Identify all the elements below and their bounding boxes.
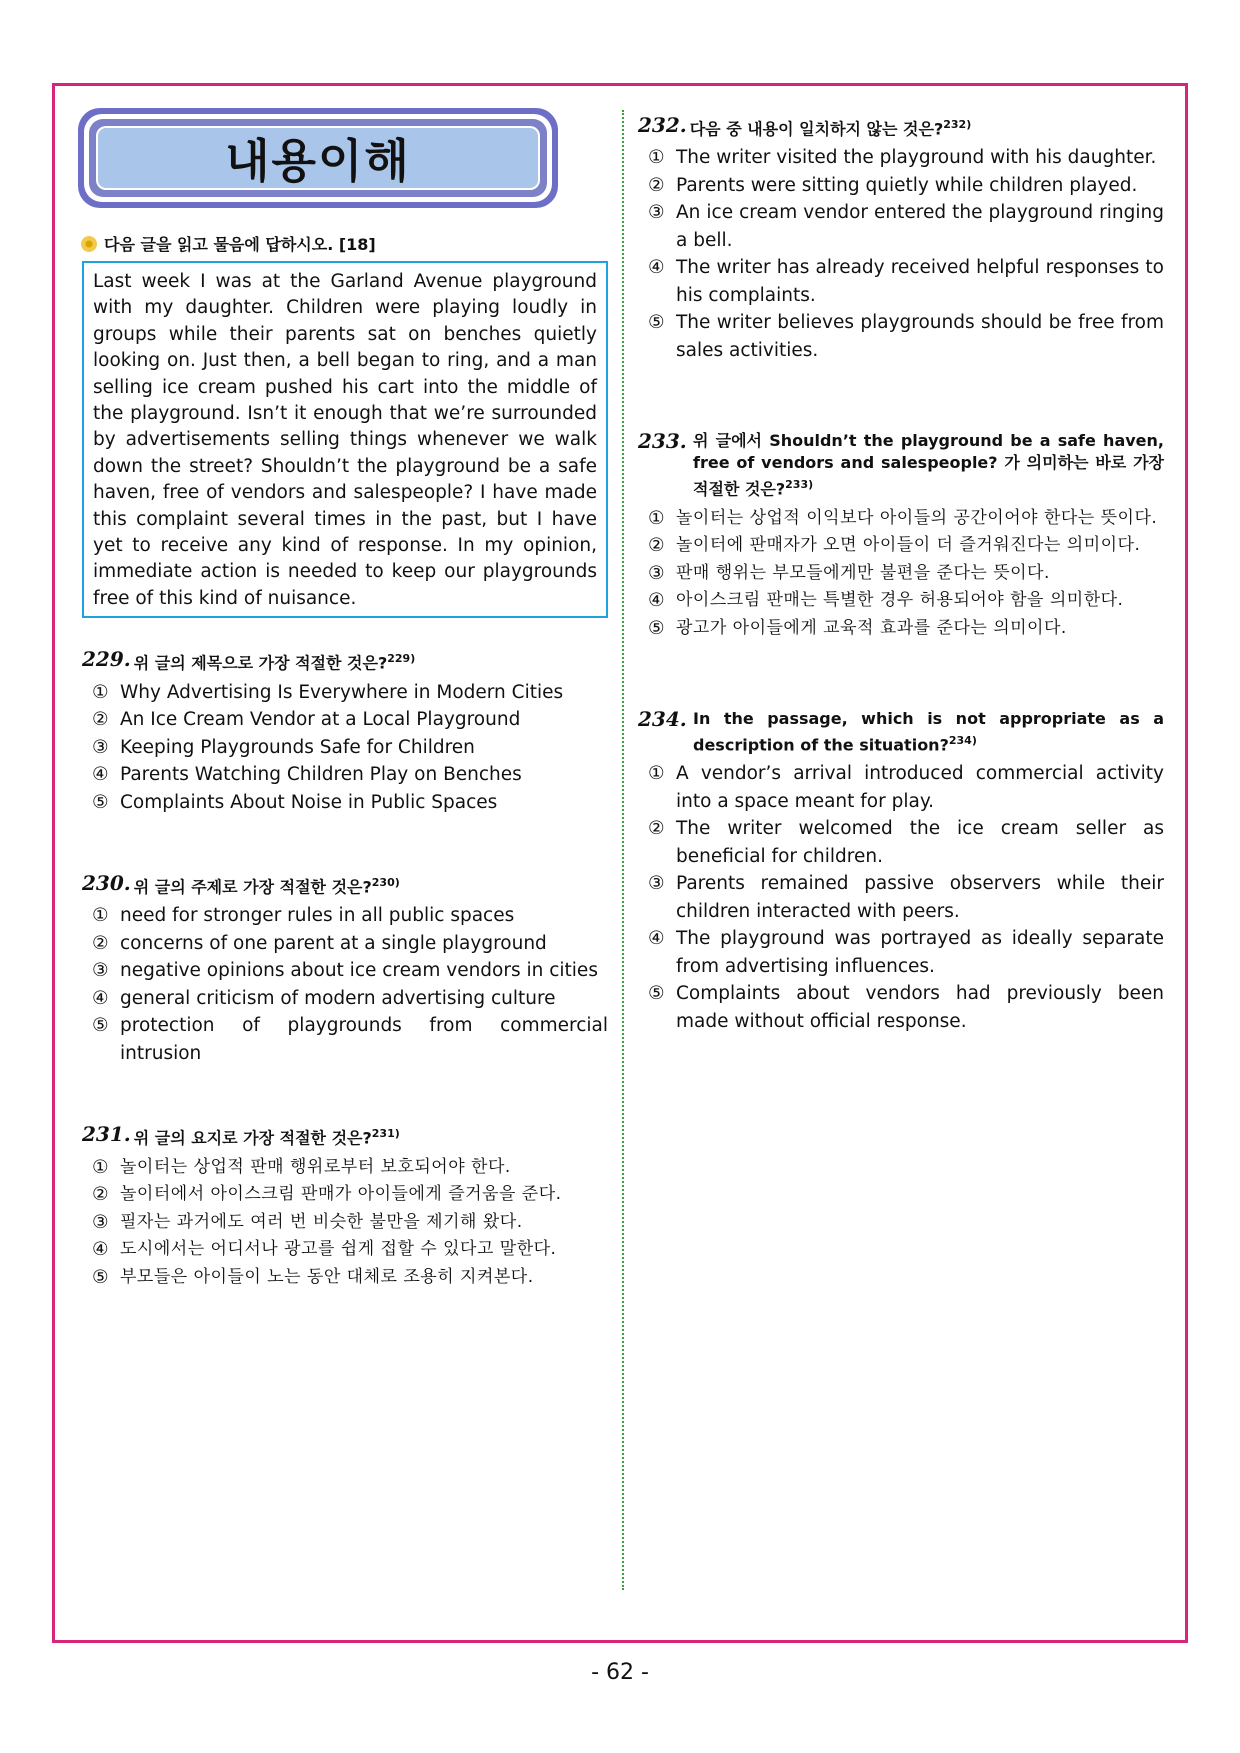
answer-option[interactable]: ① 놀이터는 상업적 판매 행위로부터 보호되어야 한다. — [92, 1156, 511, 1178]
question-number: 229. — [82, 647, 131, 672]
section-title-banner — [78, 108, 558, 208]
question-prompt: 위 글의 주제로 가장 적절한 것은? — [133, 877, 372, 897]
answer-option[interactable]: ③ An ice cream vendor entered the playground ringing a bell. — [648, 202, 1164, 251]
question-prompt: 위 글에서 Shouldn’t the playground be a safe haven, free of vendors and salespeople? 가 의미하는 바로 가장 적절한 것은? — [693, 431, 1164, 499]
answer-option[interactable]: ① 놀이터는 상업적 이익보다 아이들의 공간이어야 한다는 뜻이다. — [648, 507, 1158, 529]
answer-option[interactable]: ④ Parents Watching Children Play on Benches — [92, 764, 522, 786]
answer-option[interactable]: ④ 아이스크림 판매는 특별한 경우 허용되어야 함을 의미한다. — [648, 590, 1124, 612]
answer-option[interactable]: ① Why Advertising Is Everywhere in Modern Cities — [92, 681, 564, 703]
question-233 — [638, 430, 1164, 642]
answer-option[interactable]: ⑤ 광고가 아이들에게 교육적 효과를 준다는 의미이다. — [648, 617, 1067, 639]
footnote-ref: 234) — [948, 734, 977, 748]
right-column — [638, 114, 1164, 1035]
answer-option[interactable]: ⑤ 부모들은 아이들이 노는 동안 대체로 조용히 지켜본다. — [92, 1266, 534, 1288]
instruction-text: 다음 글을 읽고 물음에 답하시오. [18] — [104, 235, 376, 254]
question-prompt: 다음 중 내용이 일치하지 않는 것은? — [689, 119, 944, 139]
instruction-line — [80, 232, 608, 255]
question-number: 232. — [638, 113, 687, 137]
answer-option[interactable]: ② Parents were sitting quietly while children played. — [648, 174, 1138, 196]
question-234 — [638, 708, 1164, 1035]
question-232 — [638, 114, 1164, 364]
question-230 — [82, 872, 608, 1067]
answer-option[interactable]: ⑤ protection of playgrounds from commercial intrusion — [92, 1015, 608, 1064]
left-column — [82, 232, 608, 1291]
answer-option[interactable]: ④ 도시에서는 어디서나 광고를 쉽게 접할 수 있다고 말한다. — [92, 1239, 557, 1261]
answer-option[interactable]: ⑤ The writer believes playgrounds should be free from sales activities. — [648, 312, 1164, 361]
footnote-ref: 233) — [785, 478, 814, 492]
answer-option[interactable]: ⑤ Complaints About Noise in Public Spaces — [92, 791, 498, 813]
section-title: 내용이해 — [225, 134, 411, 188]
answer-option[interactable]: ③ negative opinions about ice cream vendors in cities — [92, 960, 598, 982]
answer-option[interactable]: ① A vendor’s arrival introduced commercial activity into a space meant for play. — [648, 763, 1164, 812]
answer-option[interactable]: ② 놀이터에 판매자가 오면 아이들이 더 즐거워진다는 의미이다. — [648, 535, 1141, 557]
answer-option[interactable]: ④ The writer has already received helpful responses to his complaints. — [648, 257, 1164, 306]
question-prompt: 위 글의 제목으로 가장 적절한 것은? — [133, 653, 388, 673]
question-prompt: 위 글의 요지로 가장 적절한 것은? — [133, 1128, 372, 1148]
answer-option[interactable]: ③ Keeping Playgrounds Safe for Children — [92, 736, 475, 758]
footnote-ref: 232) — [943, 118, 972, 131]
page-number: - 62 - — [591, 1660, 649, 1685]
question-number: 231. — [82, 1122, 131, 1147]
answer-option[interactable]: ④ general criticism of modern advertising culture — [92, 987, 556, 1009]
answer-option[interactable]: ④ The playground was portrayed as ideally separate from advertising influences. — [648, 928, 1164, 977]
question-prompt: In the passage, which is not appropriate as a description of the situation? — [693, 709, 1164, 755]
answer-option[interactable]: ② The writer welcomed the ice cream seller as beneficial for children. — [648, 818, 1164, 867]
footnote-ref: 230) — [371, 876, 400, 890]
footnote-ref: 229) — [387, 652, 416, 666]
reading-passage: Last week I was at the Garland Avenue playground with my daughter. Children were playing loudly in groups while their parents sat on benches quietly looking on. Just then, a bell began to ring, and a man selling ice cream pushed his cart into the middle of the playground. Isn’t it enough that we’re surrounded by advertisements selling things whenever we walk down the street? Shouldn’t the playground be a safe haven, free of vendors and salespeople? I have made this complaint several times in the past, but I have yet to receive any kind of response. In my opinion, immediate action is needed to keep our playgrounds free of this kind of nuisance. — [82, 261, 608, 618]
column-divider — [622, 110, 624, 1590]
answer-option[interactable]: ② An Ice Cream Vendor at a Local Playground — [92, 709, 521, 731]
answer-option[interactable]: ① need for stronger rules in all public spaces — [92, 905, 515, 927]
question-number: 233. — [638, 429, 687, 454]
footnote-ref: 231) — [371, 1127, 400, 1141]
question-229 — [82, 648, 608, 816]
flower-bullet-icon — [80, 235, 98, 253]
answer-option[interactable]: ⑤ Complaints about vendors had previously been made without official response. — [648, 983, 1164, 1032]
answer-option[interactable]: ③ 판매 행위는 부모들에게만 불편을 준다는 뜻이다. — [648, 562, 1050, 584]
question-number: 230. — [82, 871, 131, 896]
answer-option[interactable]: ② 놀이터에서 아이스크림 판매가 아이들에게 즐거움을 준다. — [92, 1184, 562, 1206]
question-number: 234. — [638, 707, 687, 732]
answer-option[interactable]: ③ 필자는 과거에도 여러 번 비슷한 불만을 제기해 왔다. — [92, 1211, 523, 1233]
answer-option[interactable]: ① The writer visited the playground with his daughter. — [648, 147, 1157, 169]
answer-option[interactable]: ② concerns of one parent at a single playground — [92, 932, 547, 954]
question-231 — [82, 1123, 608, 1291]
answer-option[interactable]: ③ Parents remained passive observers while their children interacted with peers. — [648, 873, 1164, 922]
